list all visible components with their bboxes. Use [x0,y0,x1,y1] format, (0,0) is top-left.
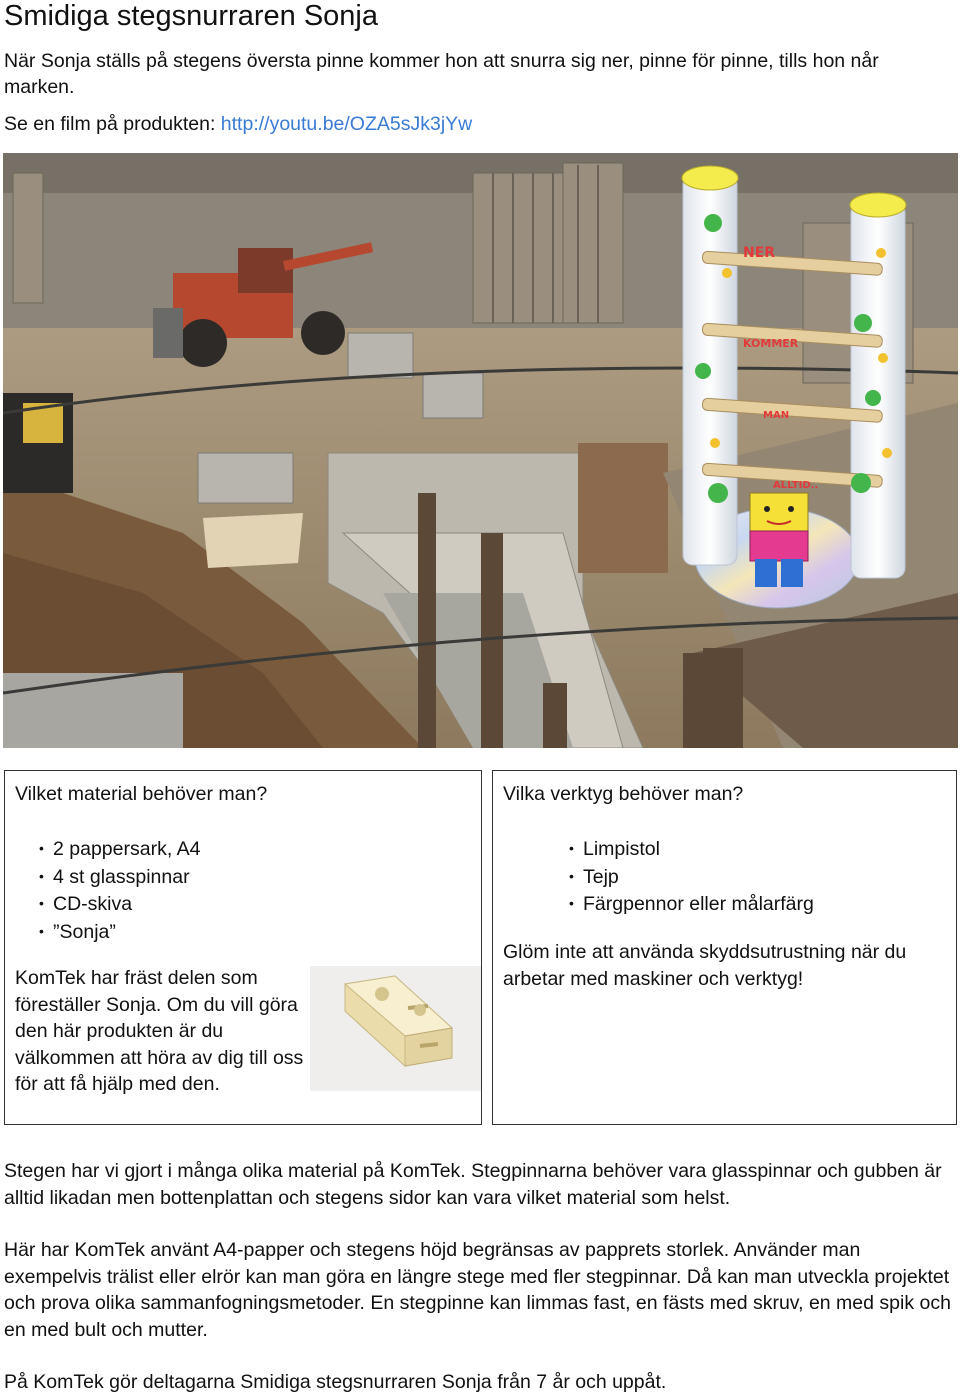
materials-note: KomTek har fräst delen som föreställer Sonja. Om du vill göra den här produkten är du välkommen att höra av dig till oss för att få hjälp med den. [15,967,304,1095]
paragraph-variations: Här har KomTek använt A4-papper och stegens höjd begränsas av papprets storlek. Använder man exempelvis trälist eller elrör kan man göra en längre stege med fler stegpinnar. Då kan man utveckla projektet och prova olika sammanfogningsmetoder. En stegpinne kan limmas fast, en fästs med skruv, en med spik och en med bult och mutter. [4,1239,951,1341]
materials-heading: Vilket material behöver man? [15,783,268,805]
safety-note: Glöm inte att använda skyddsutrustning när du arbetar med maskiner och verktyg! [503,941,907,990]
list-item: • CD-skiva [39,890,200,918]
materials-list [39,835,200,945]
sonja-piece-illustration [310,966,481,1091]
ladder-word-1: NER [743,245,776,261]
materials-box [4,770,482,1125]
intro-text: När Sonja ställs på stegens översta pinne kommer hon att snurra sig ner, pinne för pinne, tills hon når marken. [4,50,879,98]
paragraph-materials: Stegen har vi gjort i många olika material på KomTek. Stegpinnarna behöver vara glasspinnar och gubben är alltid likadan men bottenplattan och stegens sidor kan vara vilket material som helst. [4,1160,942,1209]
sonja-piece-photo [310,966,481,1091]
ladder-word-2: KOMMER [743,337,799,350]
page-title: Smidiga stegsnurraren Sonja [4,0,378,32]
list-item: • Färgpennor eller målarfärg [569,890,814,918]
paragraph-age: På KomTek gör deltagarna Smidiga stegsnurraren Sonja från 7 år och uppåt. [4,1371,667,1393]
tools-heading: Vilka verktyg behöver man? [503,783,744,805]
list-item: • Limpistol [569,835,814,863]
film-prefix: Se en film på produkten: [4,113,221,135]
construction-site-photo [3,153,958,748]
list-item: • Tejp [569,863,814,891]
list-item: • 2 pappersark, A4 [39,835,200,863]
list-item: • 4 st glasspinnar [39,863,200,891]
list-item: • ”Sonja” [39,918,200,946]
tools-list [569,835,814,918]
film-link[interactable]: http://youtu.be/OZA5sJk3jYw [220,113,473,135]
ladder-word-3: MAN [763,410,790,421]
tools-box [492,770,957,1125]
film-line [4,111,472,137]
construction-photo-illustration [3,153,958,748]
ladder-word-4: ALLTID.. [773,480,819,491]
